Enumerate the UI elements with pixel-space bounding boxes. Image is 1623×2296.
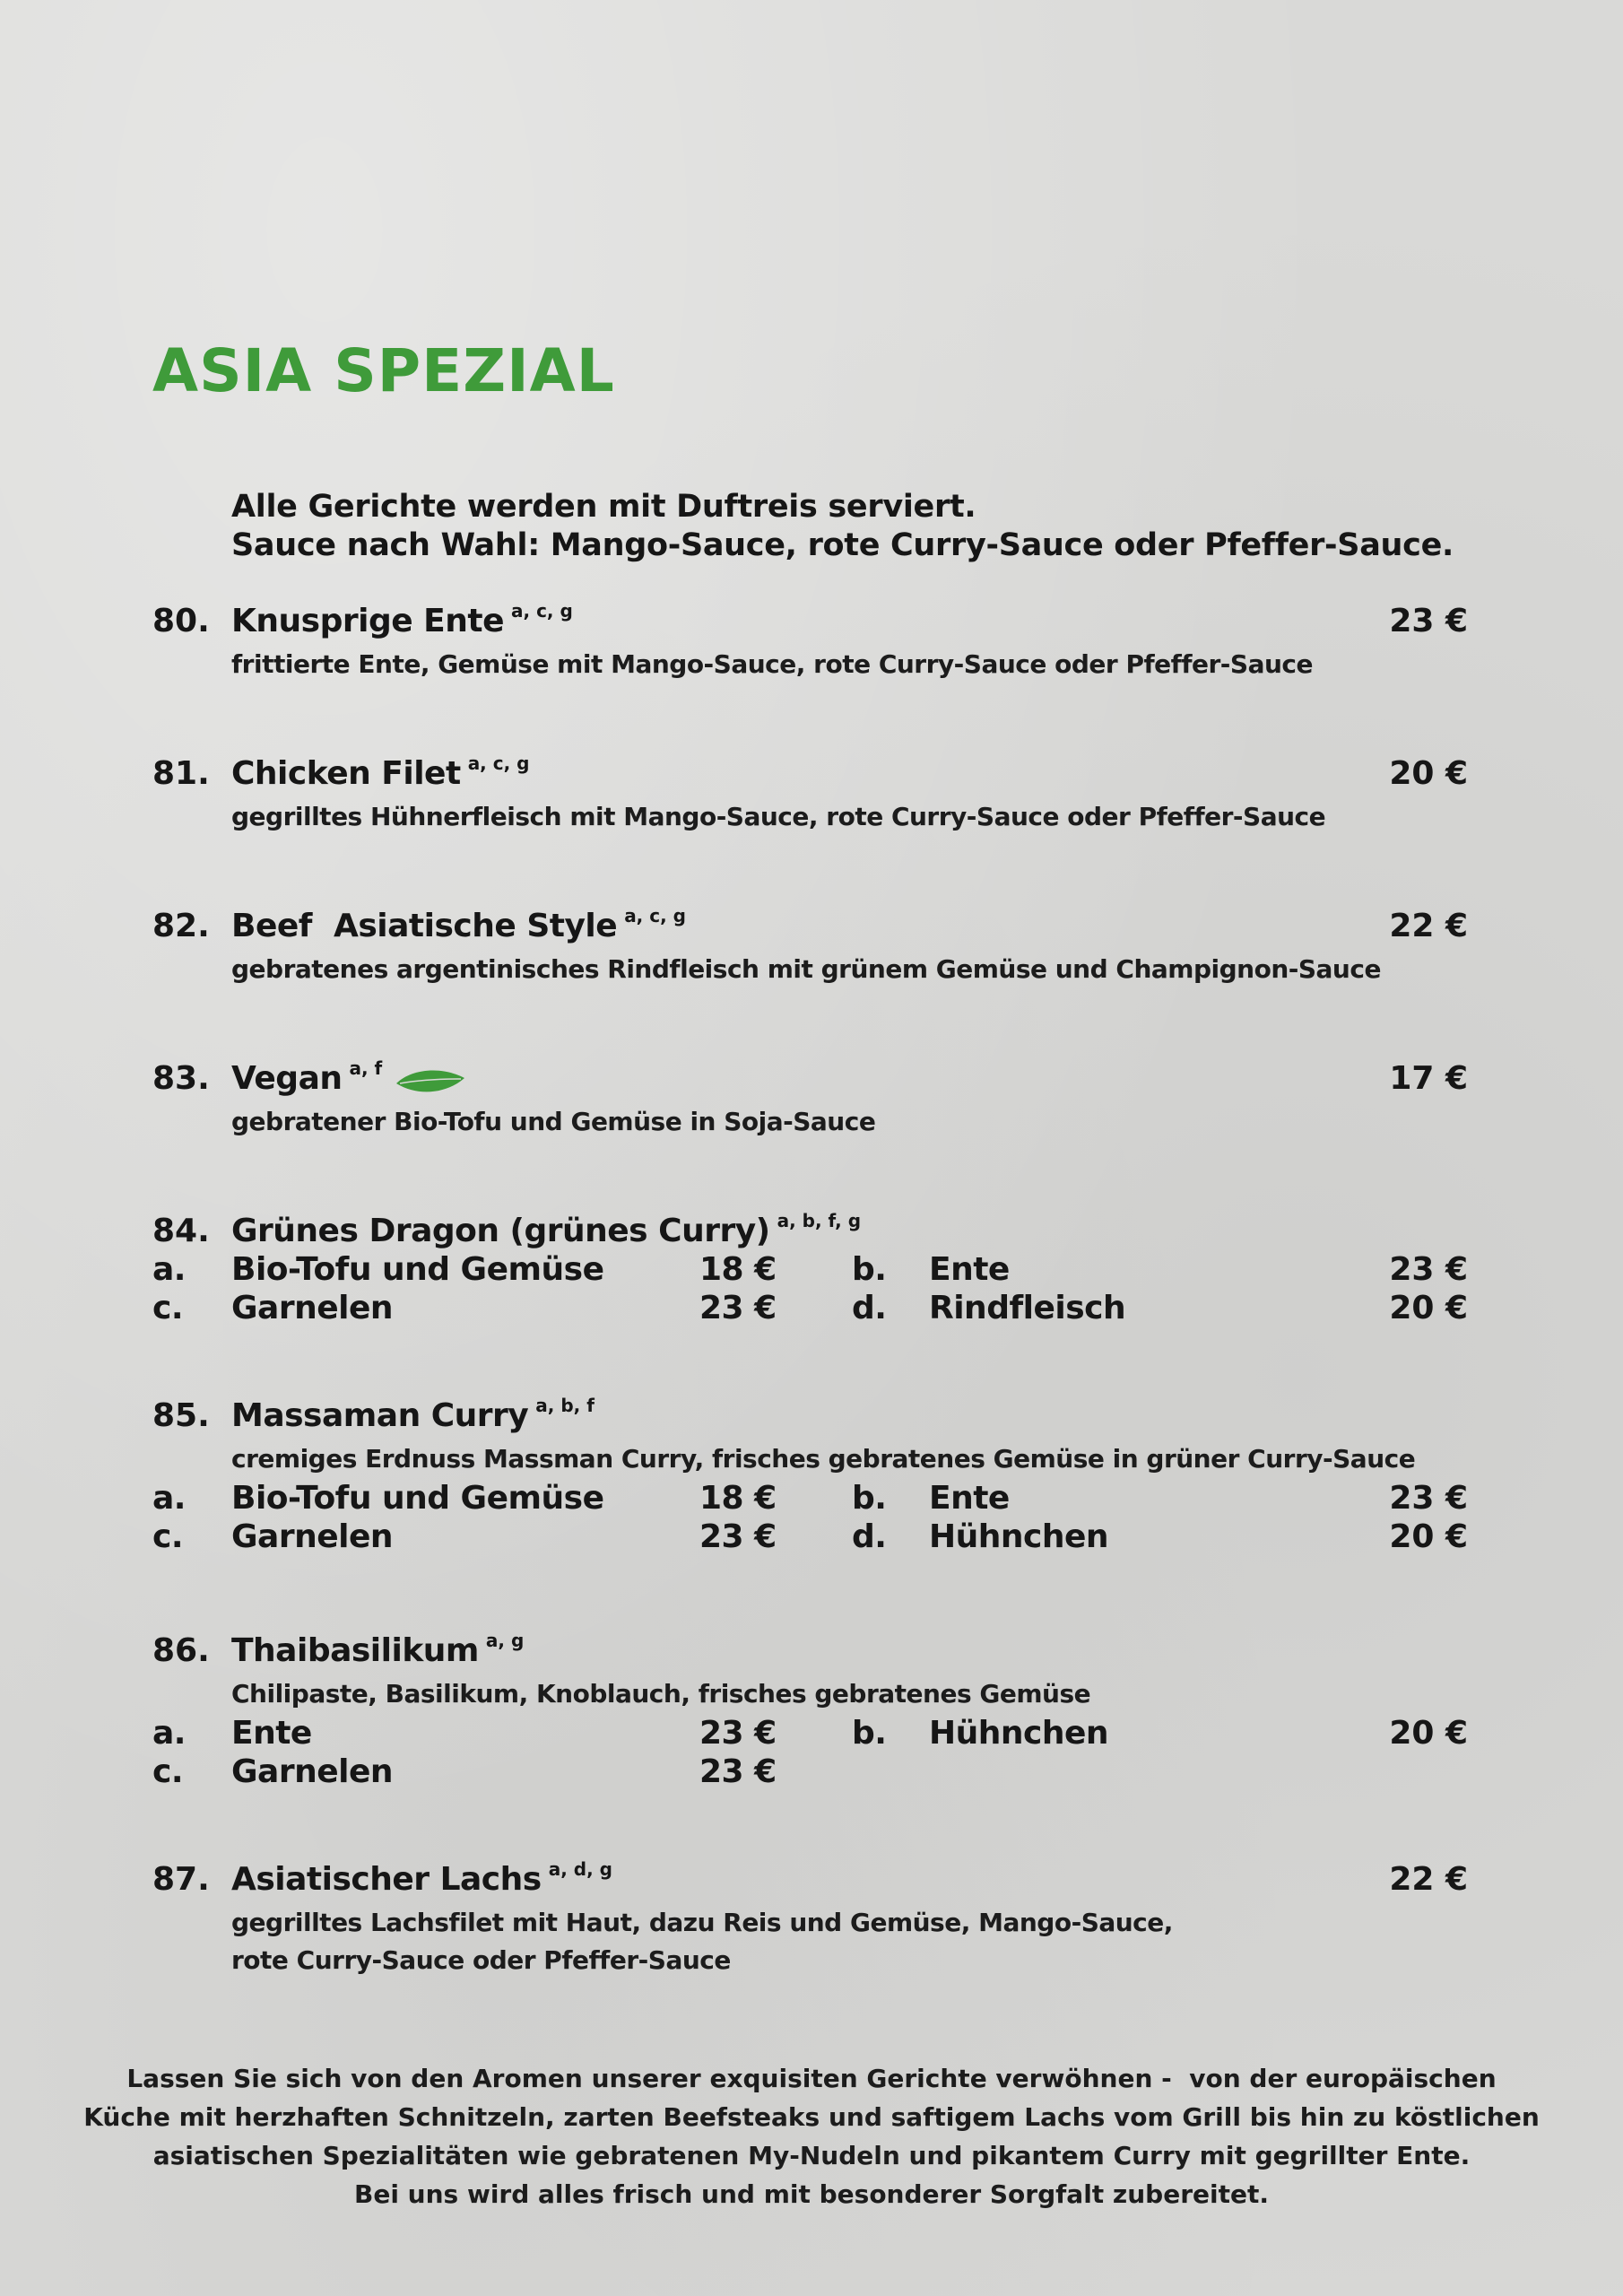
item-description: gegrilltes Lachsfilet mit Haut, dazu Reis und Gemüse, Mango-Sauce, [231, 1908, 1173, 1937]
variant-letter: a. [152, 1480, 186, 1517]
variant-price: 18 € [699, 1251, 777, 1288]
footer-line: Lassen Sie sich von den Aromen unserer exquisiten Gerichte verwöhnen - von der europäischen [126, 2064, 1497, 2093]
variant-price: 23 € [699, 1715, 777, 1752]
footer-line: Bei uns wird alles frisch und mit besonderer Sorgfalt zubereitet. [354, 2179, 1269, 2209]
variant-name: Garnelen [231, 1518, 394, 1555]
variant-letter: c. [152, 1290, 184, 1326]
item-description: Chilipaste, Basilikum, Knoblauch, frisches gebratenes Gemüse [231, 1679, 1091, 1709]
variant-name: Ente [231, 1715, 312, 1752]
item-description: cremiges Erdnuss Massman Curry, frisches gebratenes Gemüse in grüner Curry-Sauce [231, 1444, 1416, 1474]
item-price: 22 € [1389, 908, 1468, 944]
variant-price: 23 € [1389, 1251, 1468, 1288]
item-name: Asiatischer Lachs $^{a, d, g}$ [231, 1858, 612, 1898]
allergen-codes: a, f [349, 1057, 383, 1079]
intro-line: Alle Gerichte werden mit Duftreis serviert. [231, 489, 976, 525]
intro-line: Sauce nach Wahl: Mango-Sauce, rote Curry-Sauce oder Pfeffer-Sauce. [231, 527, 1454, 563]
item-number: 85. [152, 1397, 210, 1434]
variant-price: 20 € [1389, 1518, 1468, 1555]
item-name: Grünes Dragon (grünes Curry) $^{a, b, f, g}$ [231, 1210, 862, 1249]
leaf-icon [395, 1065, 466, 1098]
item-description: rote Curry-Sauce oder Pfeffer-Sauce [231, 1945, 731, 1975]
variant-name: Ente [929, 1480, 1010, 1517]
variant-name: Garnelen [231, 1290, 394, 1326]
allergen-codes: a, d, g [548, 1858, 612, 1880]
variant-letter: d. [852, 1290, 887, 1326]
variant-price: 23 € [699, 1290, 777, 1326]
allergen-codes: a, b, f [535, 1395, 595, 1416]
allergen-codes: a, c, g [624, 905, 686, 926]
item-name: Vegan $^{a, f}$ [231, 1057, 383, 1097]
variant-name: Ente [929, 1251, 1010, 1288]
variant-price: 20 € [1389, 1715, 1468, 1752]
variant-price: 20 € [1389, 1290, 1468, 1326]
variant-letter: a. [152, 1251, 186, 1288]
allergen-codes: a, b, f, g [777, 1210, 862, 1231]
variant-price: 23 € [699, 1753, 777, 1790]
variant-letter: c. [152, 1518, 184, 1555]
item-price: 17 € [1389, 1060, 1468, 1097]
variant-letter: b. [852, 1251, 887, 1288]
variant-name: Hühnchen [929, 1715, 1109, 1752]
item-name: Knusprige Ente $^{a, c, g}$ [231, 600, 573, 639]
variant-name: Hühnchen [929, 1518, 1109, 1555]
item-description: gebratenes argentinisches Rindfleisch mit grünem Gemüse und Champignon-Sauce [231, 954, 1381, 984]
item-price: 20 € [1389, 755, 1468, 792]
footer-line: asiatischen Spezialitäten wie gebratenen My-Nudeln und pikantem Curry mit gegrillter Ente. [152, 2141, 1471, 2170]
footer-text [0, 2059, 1623, 2213]
item-number: 86. [152, 1632, 210, 1669]
item-number: 81. [152, 755, 210, 792]
variant-letter: b. [852, 1480, 887, 1517]
variant-letter: d. [852, 1518, 887, 1555]
allergen-codes: a, g [485, 1630, 525, 1651]
item-number: 80. [152, 603, 210, 639]
item-number: 82. [152, 908, 210, 944]
variant-price: 23 € [699, 1518, 777, 1555]
item-number: 84. [152, 1213, 210, 1249]
page-title: ASIA SPEZIAL [152, 336, 615, 405]
item-name: Beef Asiatische Style $^{a, c, g}$ [231, 905, 686, 944]
item-description: frittierte Ente, Gemüse mit Mango-Sauce, rote Curry-Sauce oder Pfeffer-Sauce [231, 649, 1314, 679]
variant-name: Rindfleisch [929, 1290, 1126, 1326]
variant-name: Garnelen [231, 1753, 394, 1790]
footer-line: Küche mit herzhaften Schnitzeln, zarten Beefsteaks und saftigem Lachs vom Grill bis hin zu köstlichen [83, 2102, 1540, 2132]
item-name: Massaman Curry $^{a, b, f}$ [231, 1395, 595, 1434]
item-price: 22 € [1389, 1861, 1468, 1898]
variant-price: 23 € [1389, 1480, 1468, 1517]
variant-letter: a. [152, 1715, 186, 1752]
variant-name: Bio-Tofu und Gemüse [231, 1480, 604, 1517]
variant-price: 18 € [699, 1480, 777, 1517]
variant-letter: c. [152, 1753, 184, 1790]
variant-name: Bio-Tofu und Gemüse [231, 1251, 604, 1288]
item-price: 23 € [1389, 603, 1468, 639]
item-number: 83. [152, 1060, 210, 1097]
variant-letter: b. [852, 1715, 887, 1752]
item-name: Thaibasilikum $^{a, g}$ [231, 1630, 525, 1669]
item-description: gegrilltes Hühnerfleisch mit Mango-Sauce, rote Curry-Sauce oder Pfeffer-Sauce [231, 802, 1326, 831]
item-number: 87. [152, 1861, 210, 1898]
item-name: Chicken Filet $^{a, c, g}$ [231, 752, 530, 792]
item-description: gebratener Bio-Tofu und Gemüse in Soja-Sauce [231, 1107, 876, 1136]
allergen-codes: a, c, g [511, 600, 573, 622]
allergen-codes: a, c, g [467, 752, 530, 774]
